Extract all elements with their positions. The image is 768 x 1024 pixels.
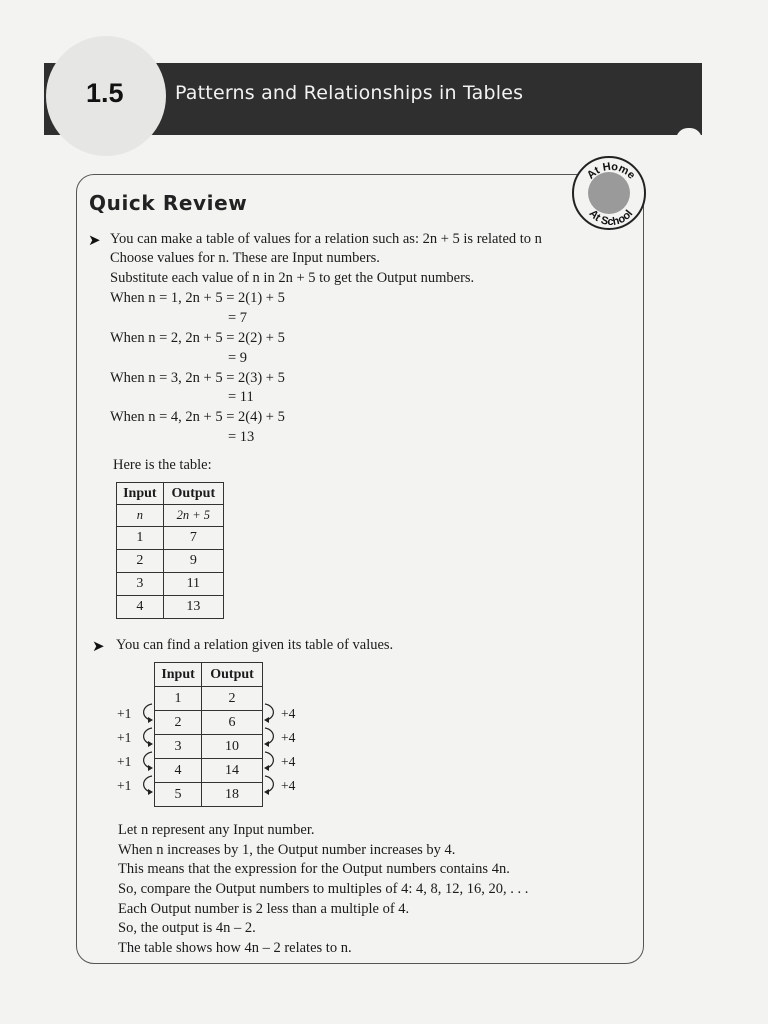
text-line: = 7 [228,310,248,326]
right-step-label: +4 [281,706,296,721]
text-line: Substitute each value of n in 2n + 5 to get the Output numbers. [110,270,475,286]
left-step-label: +1 [117,706,132,721]
right-step-label: +4 [281,754,296,769]
lesson-title: Patterns and Relationships in Tables [175,82,524,104]
text-line: When n = 4, 2n + 5 = 2(4) + 5 [110,409,285,425]
left-step-label: +1 [117,754,132,769]
table-cell: 3 [117,573,164,596]
table-cell: 2 [155,711,202,735]
left-step-label: +1 [117,778,132,793]
text-line: = 9 [228,350,248,366]
text-line: Let n represent any Input number. [118,822,315,838]
table-cell: 18 [202,783,263,807]
right-step-label: +4 [281,730,296,745]
text-line: = 13 [228,429,255,445]
left-step-label: +1 [117,730,132,745]
text-line: The table shows how 4n – 2 relates to n. [118,940,352,956]
text-line: So, the output is 4n – 2. [118,920,256,936]
text-line: Choose values for n. These are Input numbers. [110,250,380,266]
table-cell: 2 [117,550,164,573]
badge-bottom-text: At School [586,207,636,229]
left-step-arrows-icon [138,700,156,800]
table-subheader: 2n + 5 [163,505,223,527]
table-cell: 2 [202,687,263,711]
values-table-1 [116,482,224,619]
right-step-label: +4 [281,778,296,793]
text-line: Each Output number is 2 less than a multiple of 4. [118,901,410,917]
text-line: When n = 1, 2n + 5 = 2(1) + 5 [110,290,285,306]
table-cell: 1 [155,687,202,711]
table-cell: 10 [202,735,263,759]
table-header: Input [117,483,164,505]
text-line: When n = 2, 2n + 5 = 2(2) + 5 [110,330,285,346]
text-line: You can find a relation given its table of values. [116,637,394,653]
table-cell: 3 [155,735,202,759]
text-line: You can make a table of values for a relation such as: 2n + 5 is related to n [110,231,542,247]
table-header: Output [163,483,223,505]
right-step-arrows-icon [262,700,280,800]
table-cell: 4 [117,596,164,619]
table-subheader: n [117,505,164,527]
section-title: Quick Review [89,191,248,215]
text-line: This means that the expression for the Output numbers contains 4n. [118,861,510,877]
table-cell: 6 [202,711,263,735]
svg-text:At Home [585,161,637,182]
text-line: When n = 3, 2n + 5 = 2(3) + 5 [110,370,285,386]
svg-text:At School [587,208,636,228]
table-cell: 5 [155,783,202,807]
at-home-at-school-badge [572,156,646,230]
table-cell: 1 [117,527,164,550]
table-cell: 7 [163,527,223,550]
table-cell: 9 [163,550,223,573]
table-cell: 13 [163,596,223,619]
values-table-2 [154,662,263,807]
badge-text-ring [574,158,648,232]
lesson-number: 1.5 [86,78,124,108]
table-header: Output [202,663,263,687]
table-cell: 4 [155,759,202,783]
text-line: Here is the table: [113,457,212,473]
table-cell: 14 [202,759,263,783]
bullet-arrow-icon: ➤ [88,231,101,249]
badge-top-text: At Home [584,160,638,182]
text-line: So, compare the Output numbers to multiples of 4: 4, 8, 12, 16, 20, . . . [118,881,529,897]
text-line: When n increases by 1, the Output number increases by 4. [118,842,456,858]
bullet-arrow-icon: ➤ [92,637,105,655]
table-header: Input [155,663,202,687]
table-cell: 11 [163,573,223,596]
text-line: = 11 [228,389,254,405]
